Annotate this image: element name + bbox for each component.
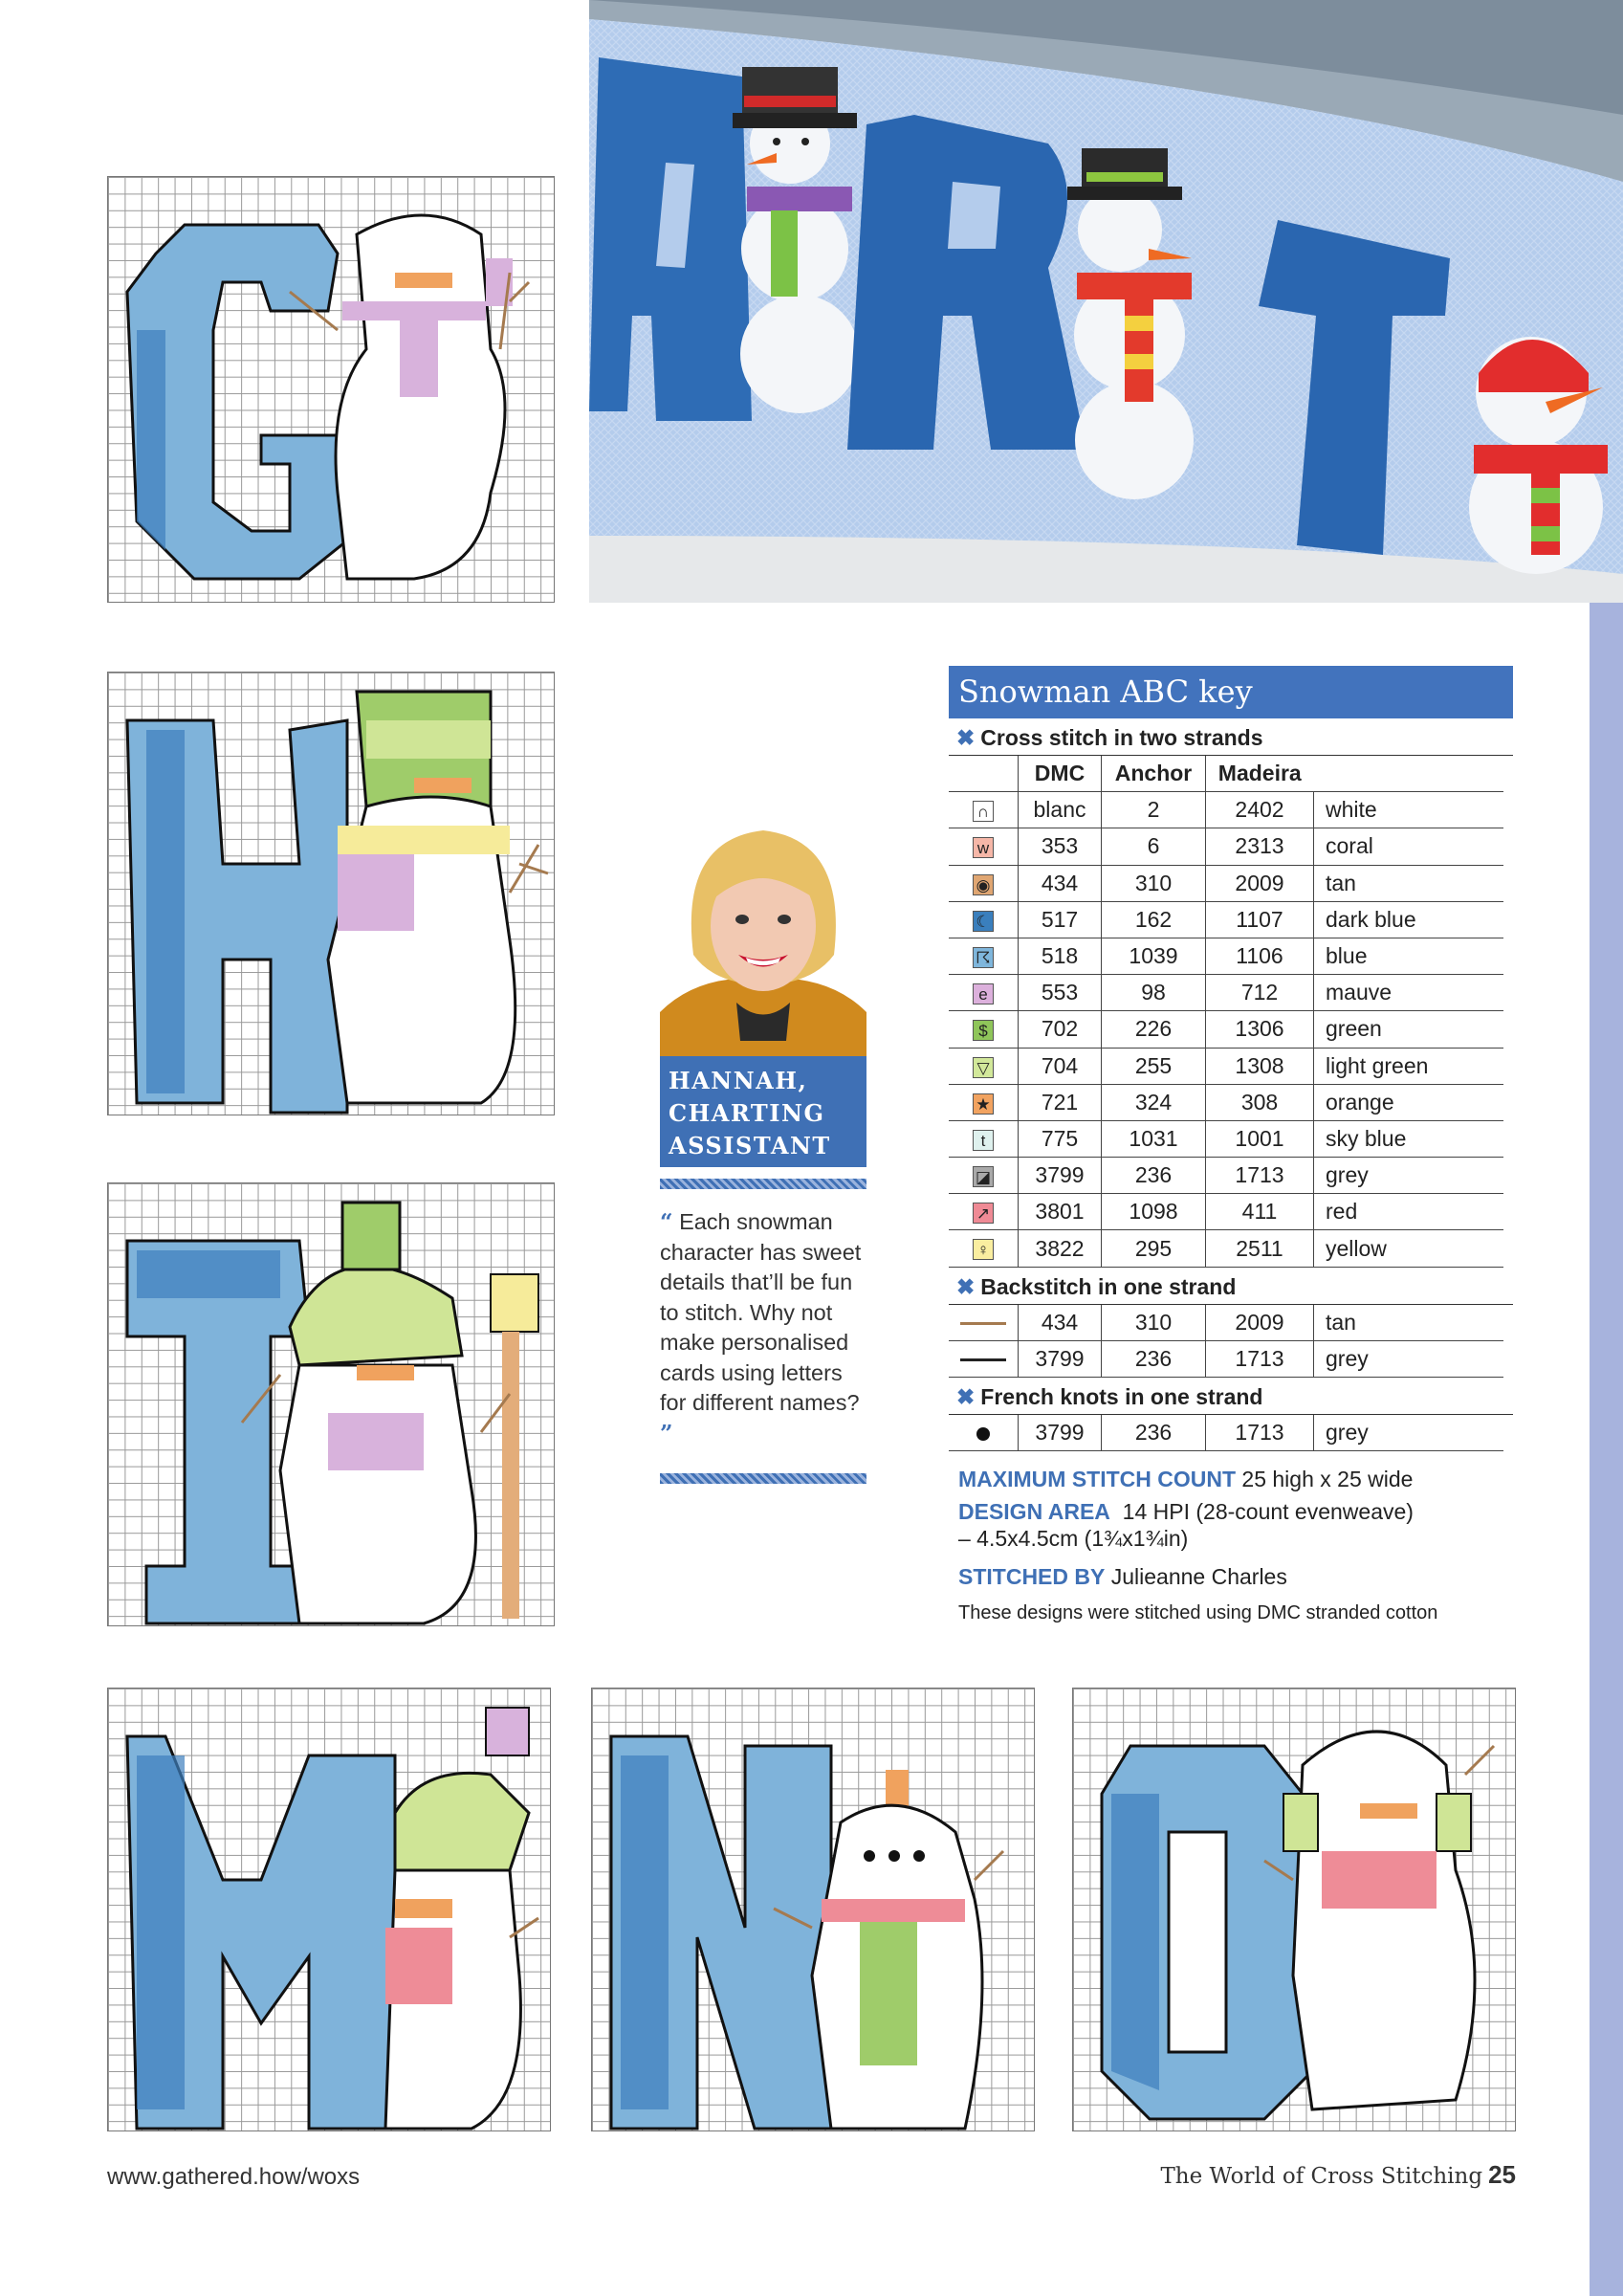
quote-text: Each snowman character has sweet details that’ll be fun to stitch. Why not make personalised cards using letters for different names? [660,1209,862,1415]
key-row [949,1048,1503,1084]
anchor-code: 226 [1102,1011,1206,1048]
color-name: yellow [1314,1230,1504,1267]
quote-bottom-rule [660,1473,866,1484]
line-cell [949,1340,1019,1377]
symbol-cell [949,865,1019,901]
anchor-code: 2 [1102,792,1206,828]
madeira-code: 712 [1206,975,1314,1011]
author-portrait [660,821,866,1056]
anchor-code: 310 [1102,865,1206,901]
dmc-code: 3801 [1019,1194,1102,1230]
stitched-band-photo [589,0,1623,603]
anchor-code: 98 [1102,975,1206,1011]
anchor-code: 1039 [1102,938,1206,974]
quote-top-rule [660,1179,866,1189]
color-name: dark blue [1314,901,1504,938]
key-row [949,1011,1503,1048]
stitched-by: STITCHED BY Julieanne Charles [958,1564,1287,1589]
madeira-code: 2402 [1206,792,1314,828]
french-knots-table [949,1415,1503,1451]
color-name: sky blue [1314,1120,1504,1157]
key-row [949,792,1503,828]
cross-stitch-table [949,756,1503,1268]
madeira-code: 1306 [1206,1011,1314,1048]
backstitch-row [949,1305,1503,1341]
french-knots-heading: ✖ French knots in one strand [949,1378,1513,1415]
backstitch-heading: ✖ Backstitch in one strand [949,1268,1513,1305]
dmc-code: 704 [1019,1048,1102,1084]
thread-swatch-icon: e [973,983,994,1004]
max-stitch-count: MAXIMUM STITCH COUNT 25 high x 25 wide [958,1467,1414,1491]
author-quote [660,1207,872,1448]
color-name: red [1314,1194,1504,1230]
chart-letter-m [107,1688,551,2131]
french-knot-icon [976,1427,990,1441]
key-row [949,1194,1503,1230]
anchor-code: 236 [1102,1340,1206,1377]
color-name: tan [1314,865,1504,901]
dmc-code: 434 [1019,1305,1102,1341]
anchor-code: 295 [1102,1230,1206,1267]
backstitch-table [949,1305,1503,1378]
color-name: blue [1314,938,1504,974]
madeira-code: 1107 [1206,901,1314,938]
key-row [949,938,1503,974]
chart-letter-o [1072,1688,1516,2131]
quote-open-mark: “ [660,1208,673,1235]
dmc-code: 3822 [1019,1230,1102,1267]
dmc-code: 434 [1019,865,1102,901]
cross-stitch-heading: ✖ Cross stitch in two strands [949,718,1513,756]
color-name: green [1314,1011,1504,1048]
author-role-line1: CHARTING [669,1099,825,1127]
madeira-code: 1106 [1206,938,1314,974]
anchor-code: 1031 [1102,1120,1206,1157]
symbol-cell [949,1011,1019,1048]
header-madeira: Madeira [1206,756,1314,792]
thread-swatch-icon: ◉ [973,874,994,895]
anchor-code: 1098 [1102,1194,1206,1230]
thread-note: These designs were stitched using DMC stranded cotton [958,1602,1438,1623]
thread-swatch-icon: ☾ [973,911,994,932]
dmc-code: 517 [1019,901,1102,938]
dmc-code: 518 [1019,938,1102,974]
madeira-code: 1001 [1206,1120,1314,1157]
anchor-code: 162 [1102,901,1206,938]
madeira-code: 2511 [1206,1230,1314,1267]
dmc-code: blanc [1019,792,1102,828]
dmc-code: 775 [1019,1120,1102,1157]
symbol-cell [949,792,1019,828]
symbol-cell [949,1084,1019,1120]
french-knot-row [949,1415,1503,1451]
symbol-cell [949,1158,1019,1194]
thread-swatch-icon: ∩ [973,801,994,822]
thread-swatch-icon: ↗ [973,1203,994,1224]
anchor-code: 324 [1102,1084,1206,1120]
author-name: HANNAH, [669,1067,808,1094]
chart-letter-g [107,176,555,603]
backstitch-x-icon: ✖ [956,1273,976,1299]
thread-swatch-icon: $ [973,1020,994,1041]
anchor-code: 6 [1102,828,1206,865]
symbol-cell [949,901,1019,938]
color-name: grey [1314,1415,1504,1451]
footer-url: www.gathered.how/woxs [107,2164,361,2190]
symbol-cell [949,975,1019,1011]
color-name: orange [1314,1084,1504,1120]
dmc-code: 3799 [1019,1415,1102,1451]
cross-x-icon: ✖ [956,725,976,750]
madeira-code: 1308 [1206,1048,1314,1084]
backstitch-line-icon [960,1358,1006,1361]
author-role-line2: ASSISTANT [669,1132,831,1159]
backstitch-row [949,1340,1503,1377]
madeira-code: 2009 [1206,1305,1314,1341]
symbol-cell [949,1194,1019,1230]
anchor-code: 236 [1102,1415,1206,1451]
thread-swatch-icon: ☈ [973,947,994,968]
key-row [949,1158,1503,1194]
anchor-code: 310 [1102,1305,1206,1341]
madeira-code: 411 [1206,1194,1314,1230]
magazine-name: The World of Cross Stitching [1160,2164,1483,2189]
key-row [949,1230,1503,1267]
chart-letter-n [591,1688,1035,2131]
chart-letter-h [107,672,555,1115]
design-info [958,1466,1523,1626]
color-name: white [1314,792,1504,828]
line-cell [949,1305,1019,1341]
knot-cell [949,1415,1019,1451]
key-title: Snowman ABC key [949,666,1513,718]
header-anchor: Anchor [1102,756,1206,792]
anchor-code: 255 [1102,1048,1206,1084]
page-number: 25 [1488,2160,1516,2189]
backstitch-line-icon [960,1322,1006,1325]
thread-swatch-icon: ♀ [973,1239,994,1260]
design-area: DESIGN AREA 14 HPI (28-count evenweave) – 4.5x4.5cm (1¾x1¾in) [958,1499,1414,1551]
symbol-cell [949,1230,1019,1267]
madeira-code: 308 [1206,1084,1314,1120]
color-name: light green [1314,1048,1504,1084]
footer-magazine [1160,2160,1516,2190]
thread-swatch-icon: ▽ [973,1057,994,1078]
stitch-key [949,666,1513,1451]
dmc-code: 353 [1019,828,1102,865]
dmc-code: 3799 [1019,1340,1102,1377]
key-header-row [949,756,1503,792]
key-row [949,865,1503,901]
madeira-code: 1713 [1206,1158,1314,1194]
symbol-cell [949,1048,1019,1084]
anchor-code: 236 [1102,1158,1206,1194]
key-row [949,901,1503,938]
page-edge-strip [1590,603,1623,2296]
symbol-cell [949,938,1019,974]
dmc-code: 553 [1019,975,1102,1011]
author-name-box [660,1056,866,1167]
color-name: mauve [1314,975,1504,1011]
symbol-cell [949,828,1019,865]
quote-close-mark: ” [660,1419,673,1446]
madeira-code: 2009 [1206,865,1314,901]
madeira-code: 1713 [1206,1415,1314,1451]
thread-swatch-icon: ◪ [973,1166,994,1187]
dmc-code: 702 [1019,1011,1102,1048]
madeira-code: 1713 [1206,1340,1314,1377]
madeira-code: 2313 [1206,828,1314,865]
dmc-code: 721 [1019,1084,1102,1120]
french-x-icon: ✖ [956,1384,976,1409]
chart-letter-i [107,1182,555,1626]
thread-swatch-icon: w [973,837,994,858]
color-name: grey [1314,1158,1504,1194]
header-dmc: DMC [1019,756,1102,792]
key-row [949,1120,1503,1157]
symbol-cell [949,1120,1019,1157]
thread-swatch-icon: t [973,1130,994,1151]
key-row [949,828,1503,865]
color-name: coral [1314,828,1504,865]
thread-swatch-icon: ★ [973,1093,994,1115]
key-row [949,975,1503,1011]
color-name: tan [1314,1305,1504,1341]
dmc-code: 3799 [1019,1158,1102,1194]
color-name: grey [1314,1340,1504,1377]
key-row [949,1084,1503,1120]
